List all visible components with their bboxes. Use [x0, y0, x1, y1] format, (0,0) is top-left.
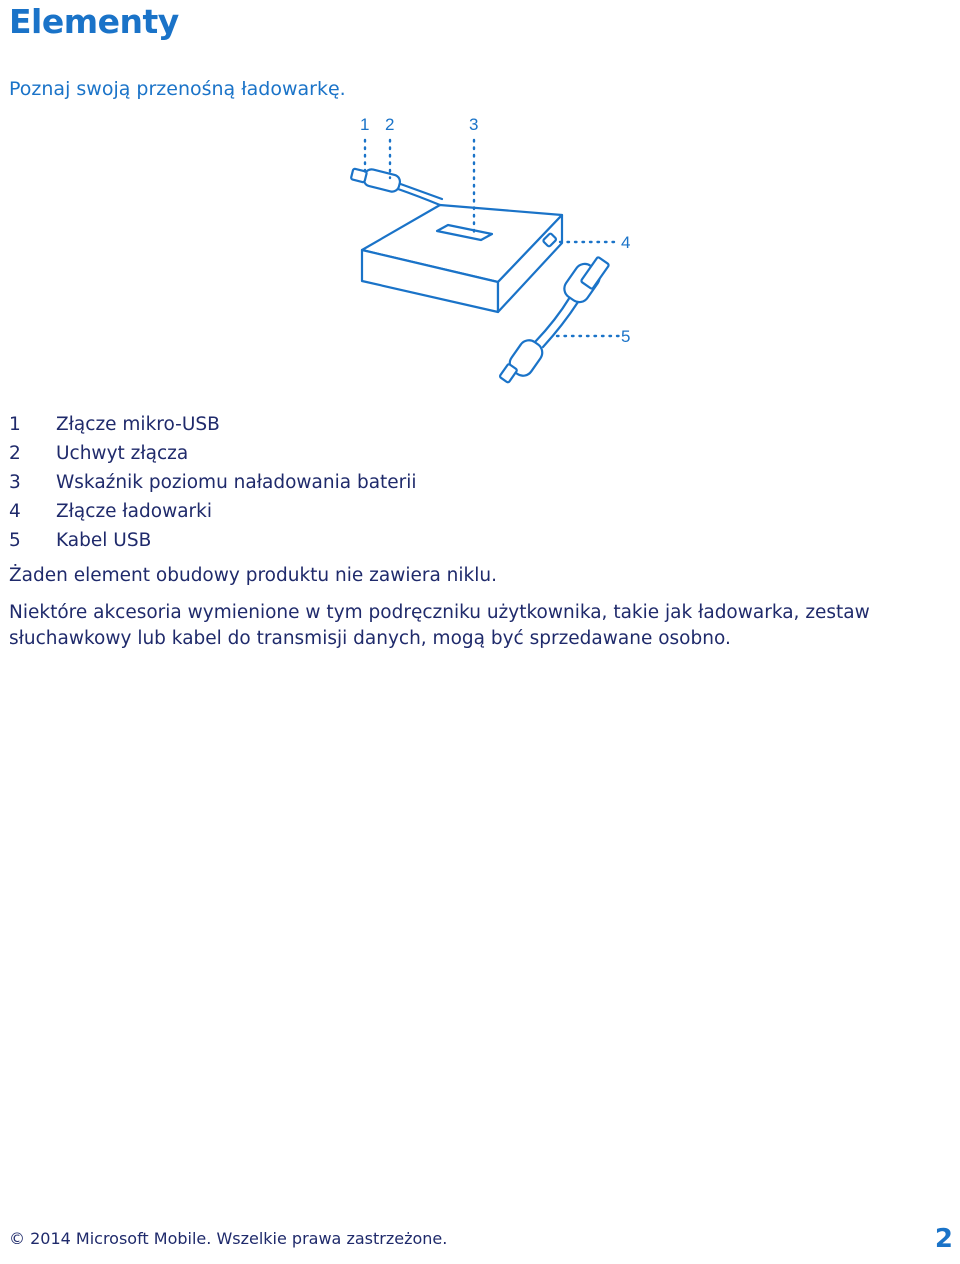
parts-legend — [9, 410, 417, 555]
legend-item — [9, 526, 417, 555]
callout-4: 4 — [621, 233, 631, 252]
charger-body — [362, 205, 562, 312]
micro-usb-connector — [351, 168, 442, 205]
accessories-note-line-1: Niektóre akcesoria wymienione w tym podręczniku użytkownika, takie jak ładowarka, zestaw — [9, 602, 870, 623]
legend-label: Złącze mikro-USB — [56, 414, 220, 435]
legend-label: Kabel USB — [56, 530, 152, 551]
callout-3: 3 — [469, 115, 479, 134]
nickel-statement: Żaden element obudowy produktu nie zawiera niklu. — [9, 565, 497, 586]
copyright-footer: © 2014 Microsoft Mobile. Wszelkie prawa zastrzeżone. — [9, 1229, 448, 1248]
charger-diagram — [340, 108, 650, 393]
callout-2: 2 — [385, 115, 395, 134]
callout-5: 5 — [621, 327, 631, 346]
legend-number: 3 — [9, 472, 21, 493]
page-title: Elementy — [9, 2, 179, 41]
legend-number: 1 — [9, 414, 21, 435]
legend-label: Złącze ładowarki — [56, 501, 212, 522]
legend-item — [9, 439, 417, 468]
legend-label: Wskaźnik poziomu naładowania baterii — [56, 472, 417, 493]
page-subtitle: Poznaj swoją przenośną ładowarkę. — [9, 78, 346, 100]
legend-item — [9, 410, 417, 439]
legend-number: 2 — [9, 443, 21, 464]
legend-item — [9, 497, 417, 526]
page-number: 2 — [934, 1224, 953, 1254]
legend-item — [9, 468, 417, 497]
callout-1: 1 — [360, 115, 370, 134]
legend-number: 5 — [9, 530, 21, 551]
accessories-note — [9, 600, 870, 652]
accessories-note-line-2: słuchawkowy lub kabel do transmisji danych, mogą być sprzedawane osobno. — [9, 628, 731, 649]
legend-number: 4 — [9, 501, 21, 522]
legend-label: Uchwyt złącza — [56, 443, 189, 464]
